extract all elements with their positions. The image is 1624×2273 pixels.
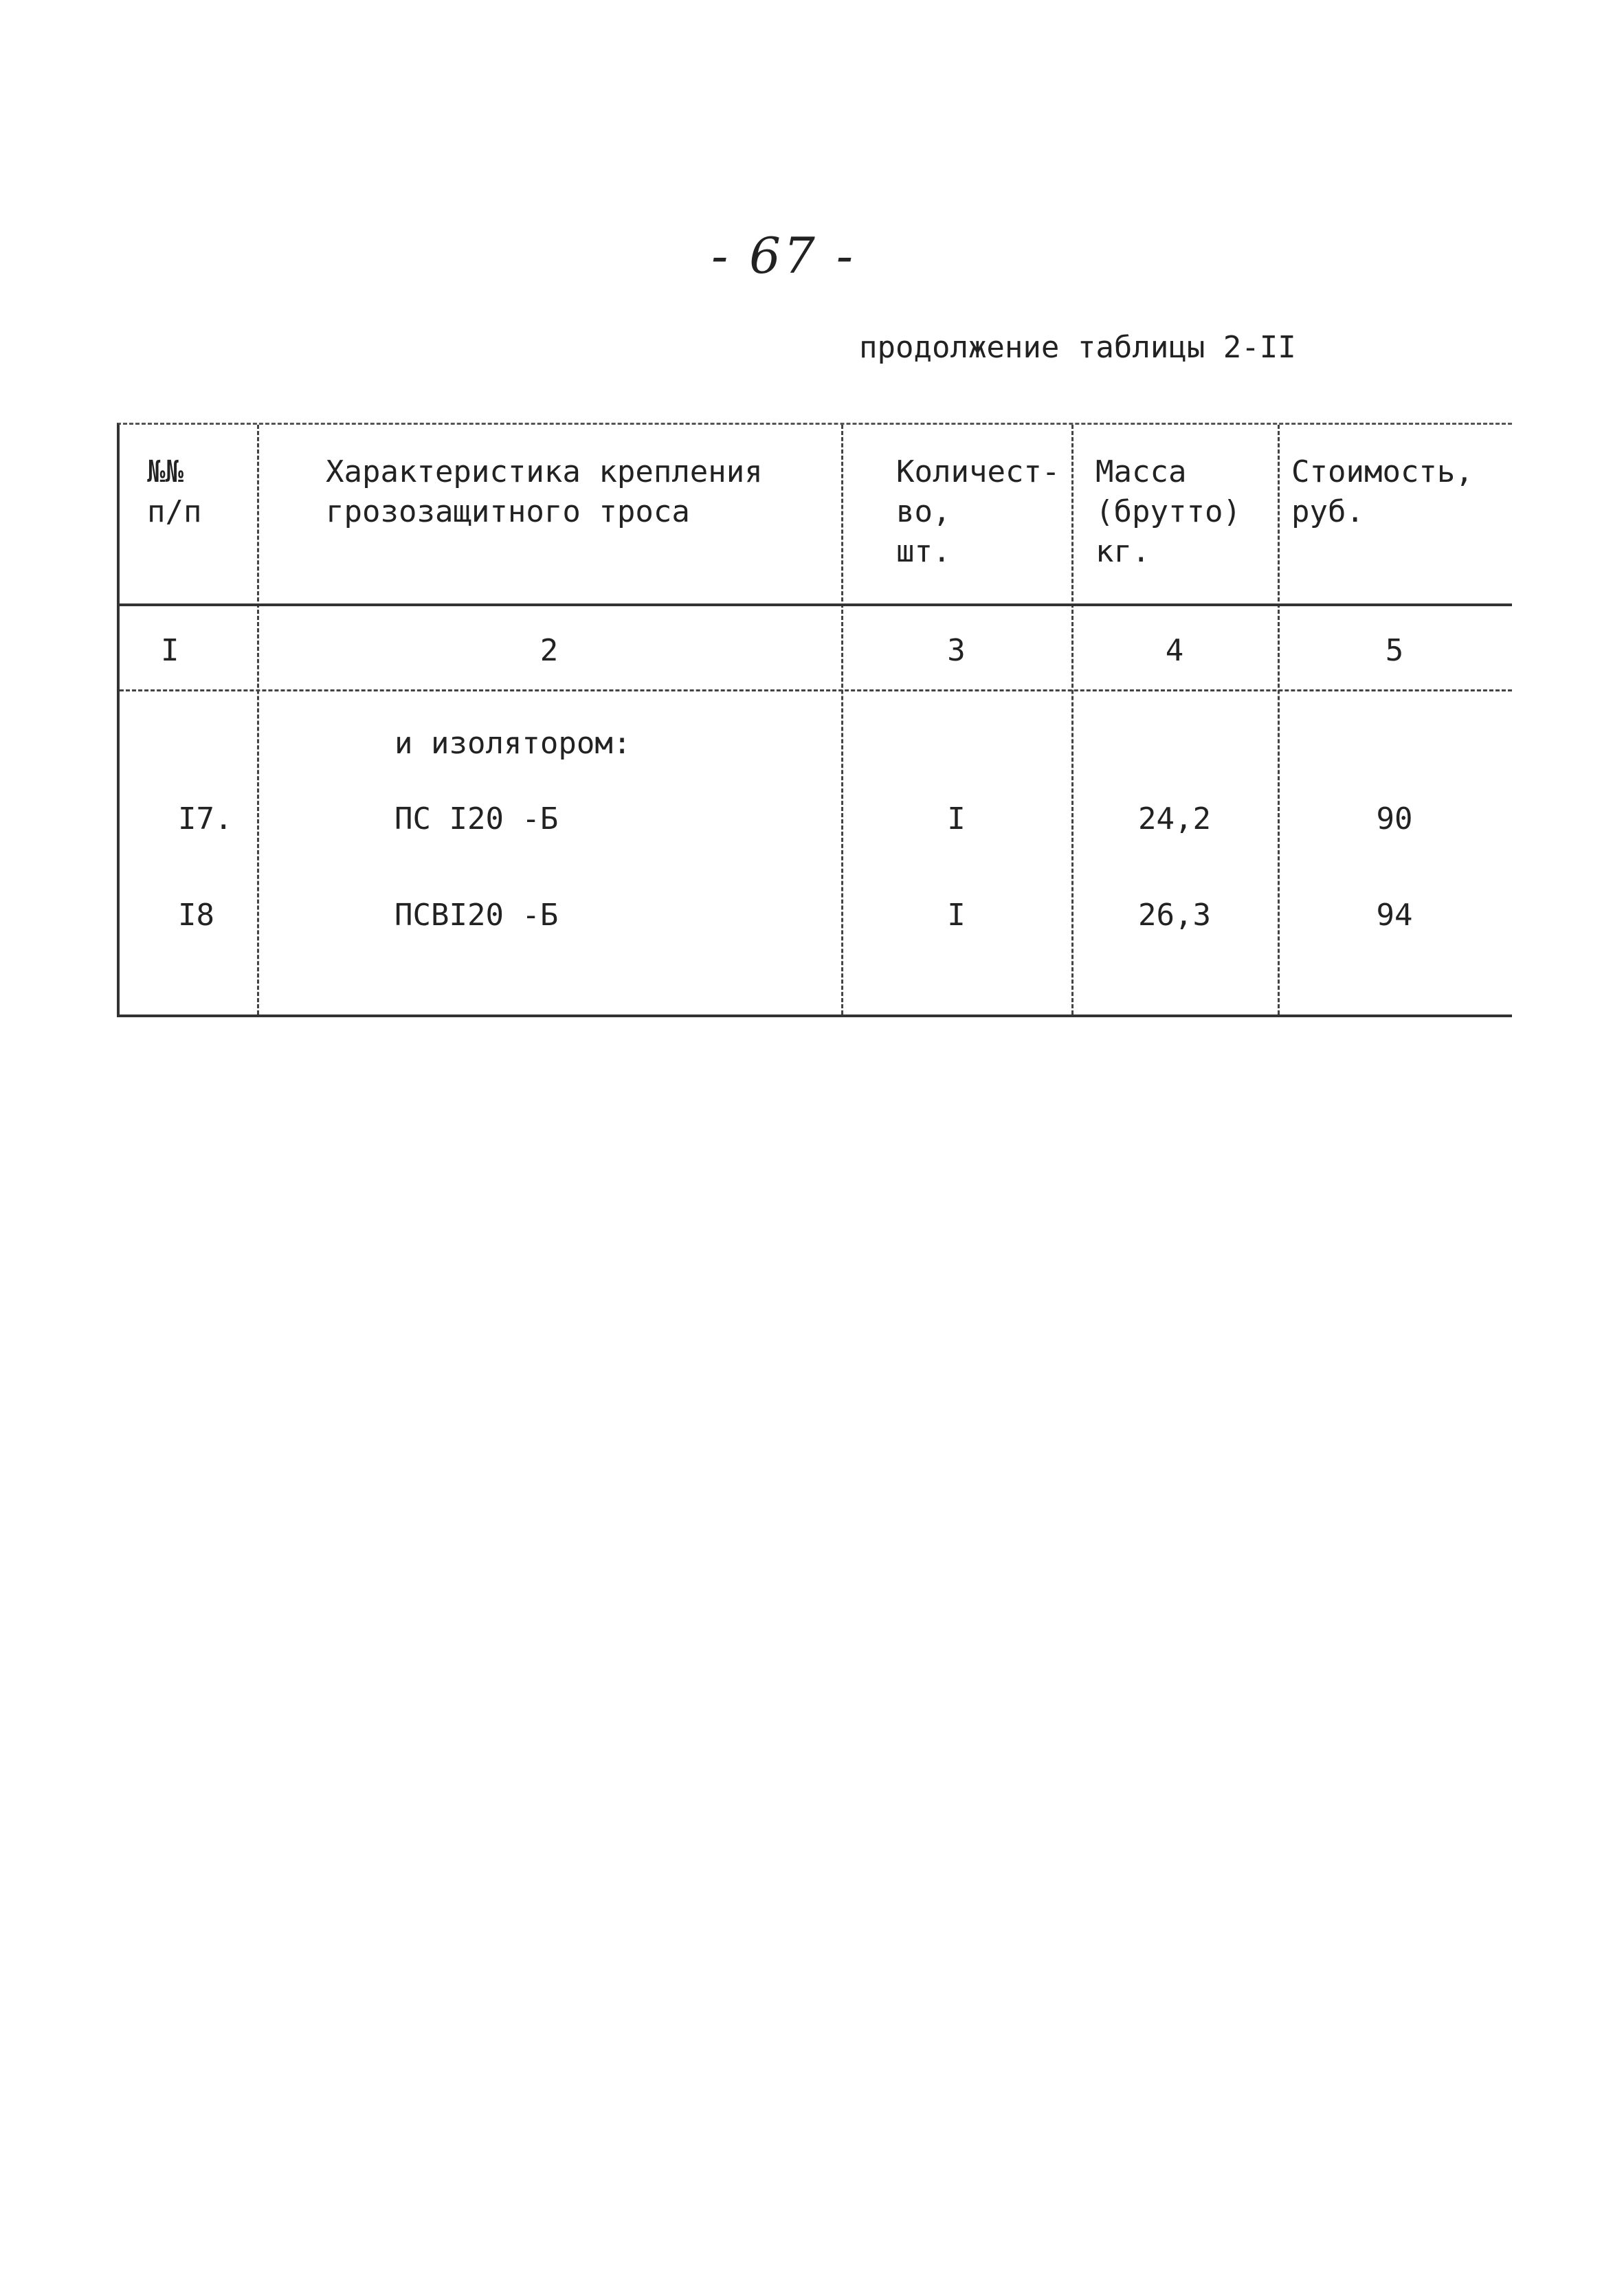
column-divider	[257, 425, 259, 1014]
header-divider	[120, 603, 1512, 606]
table-continuation-label: продолжение таблицы 2-II	[859, 330, 1296, 365]
column-number-5: 5	[1385, 633, 1404, 668]
column-number-divider	[120, 689, 1512, 691]
header-characteristic: Характеристика крепления грозозащитного троса	[326, 454, 763, 529]
header-quantity: Количест- во, шт.	[896, 454, 1060, 569]
row-2-mass: 26,3	[1138, 898, 1211, 933]
column-number-3: 3	[947, 633, 966, 668]
column-number-2: 2	[540, 633, 559, 668]
row-2-quantity: I	[947, 898, 966, 933]
header-cost: Стоимость, руб.	[1291, 454, 1473, 529]
row-1-mass: 24,2	[1138, 801, 1211, 836]
section-label: и изолятором:	[394, 726, 632, 761]
row-2-number: I8	[178, 898, 214, 933]
row-2-cost: 94	[1376, 898, 1413, 933]
row-1-description: ПС I20 -Б	[394, 801, 559, 836]
row-1-number: I7.	[178, 801, 233, 836]
column-number-4: 4	[1165, 633, 1184, 668]
page-number: - 67 -	[711, 227, 856, 285]
row-2-description: ПСВI20 -Б	[394, 898, 559, 933]
specification-table	[117, 423, 1512, 1017]
row-1-cost: 90	[1376, 801, 1413, 836]
row-1-quantity: I	[947, 801, 966, 836]
column-number-1: I	[161, 633, 179, 668]
header-row-number: №№ п/п	[147, 454, 202, 529]
header-mass: Масса (брутто) кг.	[1095, 454, 1241, 569]
